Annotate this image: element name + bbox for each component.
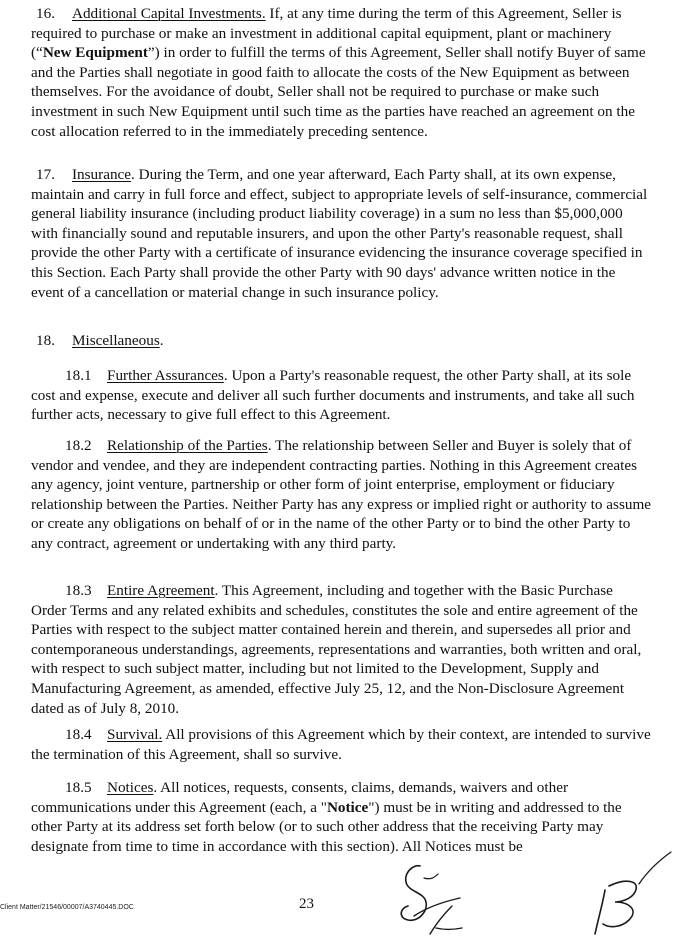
section-18-5 bbox=[31, 778, 651, 856]
section-heading: Entire Agreement bbox=[107, 582, 215, 599]
section-number: 18.3 bbox=[65, 582, 92, 599]
section-number: 18.1 bbox=[65, 367, 92, 384]
section-text: . This Agreement, including and together with the Basic Purchase Order Terms and any related exhibits and schedules, constitutes the sole and entire agreement of the Parties with respect to the subject matter contained herein and therein, and supersedes all prior and contemporaneous understandings, agreements, representations and warranties, both written and oral, with respect to such subject matter, including but not limited to the Development, Supply and Manufacturing Agreement, as amended, effective July 25, 12, and the Non-Disclosure Agreement dated as of July 8, 2010. bbox=[31, 582, 642, 717]
defined-term: New Equipment bbox=[42, 44, 148, 62]
section-heading: Additional Capital Investments. bbox=[72, 5, 266, 22]
section-18-1 bbox=[31, 366, 651, 425]
section-text: ") must be in writing and addressed to the other Party at its address set forth below (or to such other address that the receiving Party may designate from time to time in accordance with this section). All Notices must be bbox=[31, 798, 622, 855]
section-heading: Further Assurances bbox=[107, 367, 224, 384]
section-heading: Insurance bbox=[72, 166, 132, 183]
section-text: . Upon a Party's reasonable request, the other Party shall, at its sole cost and expense, execute and deliver all such further documents and instruments, and take all such further acts, necessary to give full effect to this Agreement. bbox=[31, 367, 635, 424]
section-number: 18.4 bbox=[65, 726, 92, 743]
initials-signature-icon bbox=[390, 858, 470, 940]
section-heading: Relationship of the Parties bbox=[107, 437, 268, 454]
defined-term: Notice bbox=[326, 798, 369, 816]
section-heading: Miscellaneous bbox=[72, 332, 160, 349]
section-17 bbox=[31, 165, 651, 302]
footer-file-path: Client Matter/21546/00007/A3740445.DOC bbox=[0, 904, 134, 911]
initials-signature-icon bbox=[585, 850, 675, 940]
section-number: 17. bbox=[36, 166, 55, 183]
section-heading: Survival. bbox=[107, 726, 163, 743]
section-number: 18.2 bbox=[65, 437, 92, 454]
section-text: . bbox=[159, 332, 164, 349]
section-number: 18. bbox=[36, 332, 55, 349]
section-18-4 bbox=[31, 725, 651, 764]
section-heading: Notices bbox=[107, 779, 154, 796]
section-number: 18.5 bbox=[65, 779, 92, 796]
section-text: All provisions of this Agreement which by their context, are intended to survive the termination of this Agreement, shall so survive. bbox=[31, 726, 651, 763]
section-number: 16. bbox=[36, 5, 55, 22]
section-16 bbox=[31, 4, 651, 141]
section-18-3 bbox=[31, 581, 651, 718]
section-text: If, at any time during the term of this Agreement, Seller is required to purchase or make an investment in additional capital equipment, plant or machinery (“ bbox=[31, 5, 622, 62]
section-text: . All notices, requests, consents, claims, demands, waivers and other communications under this Agreement (each, a " bbox=[31, 779, 569, 816]
section-text: . The relationship between Seller and Buyer is solely that of vendor and vendee, and they are independent contracting parties. Nothing in this Agreement creates any agency, joint venture, partnership or other form of joint enterprise, employment or fiduciary relationship between the Parties. Neither Party has any express or implied right or authority to assume or create any obligations on behalf of or in the name of the other Party or to bind the other Party to any contract, agreement or undertaking with any third party. bbox=[31, 437, 652, 552]
section-18-2 bbox=[31, 436, 651, 554]
section-text: . During the Term, and one year afterward, Each Party shall, at its own expense, maintain and carry in full force and effect, subject to appropriate levels of self-insurance, commercial general liability insurance (including product liability coverage) in a sum no less than $5,000,000 with financially sound and reputable insurers, and upon the other Party's reasonable request, shall provide the other Party with a certificate of insurance evidencing the insurance coverage specified in this Section. Each Party shall provide the other Party with 90 days' advance written notice in the event of a cancellation or material change in such insurance policy. bbox=[31, 166, 648, 301]
section-18 bbox=[31, 331, 651, 351]
section-text: ”) in order to fulfill the terms of this Agreement, Seller shall notify Buyer of same and the Parties shall negotiate in good faith to allocate the costs of the New Equipment as between themselves. For the avoidance of doubt, Seller shall not be required to purchase or make such investment in such New Equipment until such time as the parties have reached an agreement on the cost allocation referred to in the immediately preceding sentence. bbox=[31, 44, 646, 140]
page-number: 23 bbox=[299, 896, 314, 912]
